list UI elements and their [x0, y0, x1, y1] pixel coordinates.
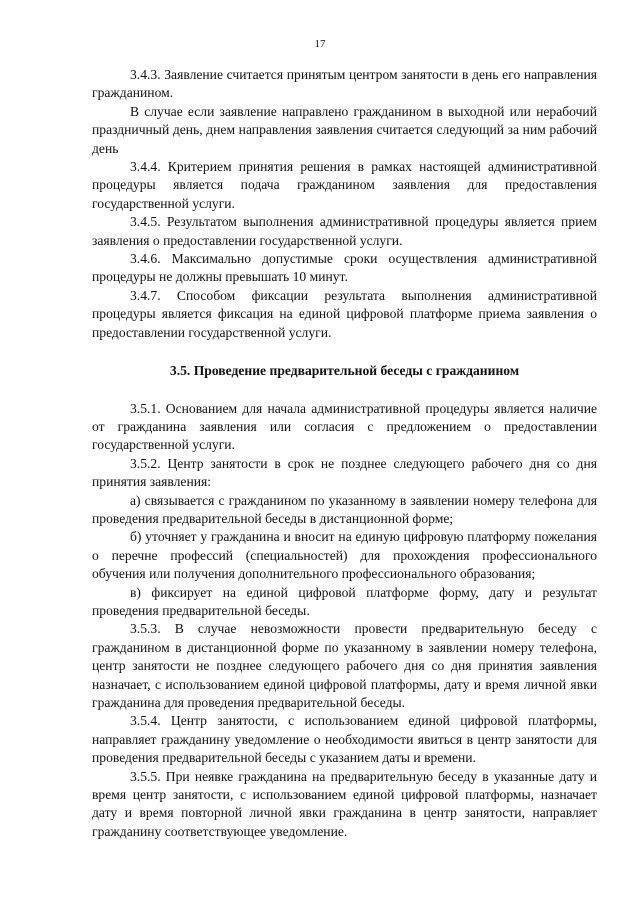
paragraph-3-5-2: 3.5.2. Центр занятости в срок не позднее следующего рабочего дня со дня принятия заявления:	[92, 455, 597, 490]
list-item-a: а) связывается с гражданином по указанному в заявлении номеру телефона для проведения предварительной беседы в дистанционной форме;	[92, 492, 597, 526]
paragraph-3-5-4: 3.5.4. Центр занятости, с использованием единой цифровой платформы, направляет гражданину уведомление о необходимости явиться в центр занятости для проведения предварительной беседы с указанием даты и времени.	[92, 713, 597, 766]
paragraph-3-4-7: 3.4.7. Способом фиксации результата выполнения административной процедуры является фиксация на единой цифровой платформе приема заявления о предоставлении государственной услуги.	[92, 287, 597, 340]
paragraph-3-4-5: 3.4.5. Результатом выполнения административной процедуры является прием заявления о предоставлении государственной услуги.	[92, 214, 597, 248]
paragraph-3-4-6: 3.4.6. Максимально допустимые сроки осуществления административной процедуры не должны превышать 10 минут.	[92, 251, 597, 285]
paragraph-3-4-3: 3.4.3. Заявление считается принятым центром занятости в день его направления гражданином.	[92, 67, 597, 101]
list-item-b: б) уточняет у гражданина и вносит на единую цифровую платформу пожелания о перечне профессий (специальностей) для прохождения профессионального обучения или получения дополнительного профессионального образования;	[92, 529, 597, 582]
section-heading-3-5: 3.5. Проведение предварительной беседы с гражданином	[169, 363, 520, 379]
document-body	[92, 66, 597, 841]
section-3-4-paragraphs	[92, 66, 597, 342]
page-number: 17	[314, 38, 326, 50]
section-3-5-paragraphs	[92, 400, 597, 842]
paragraph-3-5-3: 3.5.3. В случае невозможности провести предварительную беседу с гражданином в дистанционной форме по указанному в заявлении номеру телефона, центр занятости не позднее следующего рабочего дня со дня принятия заявления назначает, с использованием единой цифровой платформы, дату и время личной явки гражданина для проведения предварительной беседы.	[92, 621, 597, 710]
paragraph-weekend-rule: В случае если заявление направлено гражданином в выходной или нерабочий праздничный день, днем направления заявления считается следующий за ним рабочий день	[92, 103, 597, 156]
paragraph-3-4-4: 3.4.4. Критерием принятия решения в рамках настоящей административной процедуры является подача гражданином заявления для предоставления государственной услуги.	[92, 159, 597, 211]
paragraph-3-5-1: 3.5.1. Основанием для начала административной процедуры является наличие от гражданина заявления или согласия с предложением о предоставлении государственной услуги.	[92, 400, 597, 453]
list-item-c: в) фиксирует на единой цифровой платформе форму, дату и результат проведения предварительной беседы.	[92, 584, 597, 618]
paragraph-3-5-5: 3.5.5. При неявке гражданина на предварительную беседу в указанные дату и время центр занятости, с использованием единой цифровой платформы, назначает дату и время повторной личной явки гражданина в центр занятости, направляет гражданину соответствующее уведомление.	[92, 768, 597, 839]
